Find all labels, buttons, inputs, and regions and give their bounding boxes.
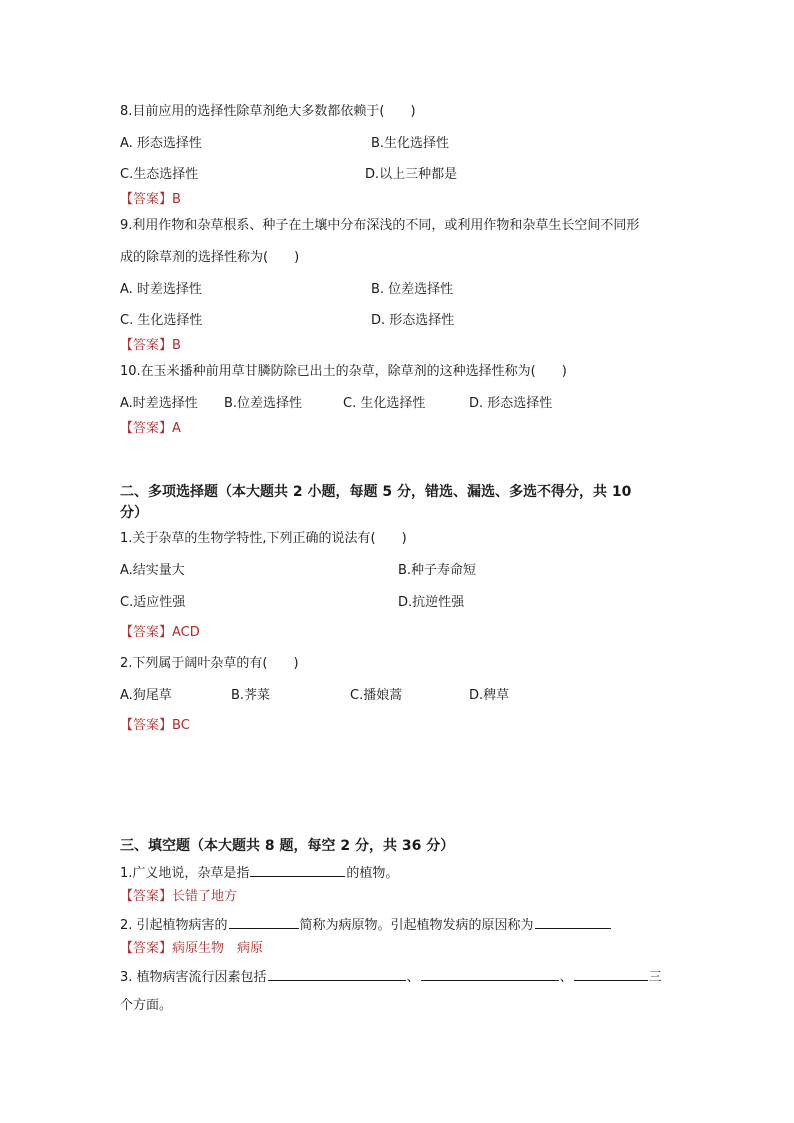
m2-option-c: C.播娘蒿 xyxy=(350,688,403,703)
q8-stem: 8.目前应用的选择性除草剂绝大多数都依赖于( ) xyxy=(120,104,416,119)
q10-option-d: D. 形态选择性 xyxy=(469,396,553,411)
section2-title: 二、多项选择题（本大题共 2 小题，每题 5 分，错选、漏选、多选不得分，共 10 xyxy=(120,484,632,500)
q8-option-b: B.生化选择性 xyxy=(371,136,450,151)
f2-blank-2 xyxy=(535,916,611,929)
m1-answer: 【答案】ACD xyxy=(120,625,200,640)
f2-stem: 2. 引起植物病害的 简称为病原物。引起植物发病的原因称为 xyxy=(120,916,612,934)
f2-blank-1 xyxy=(229,916,299,929)
f2-answer: 【答案】病原生物 病原 xyxy=(120,941,264,956)
q9-stem-line1: 9.利用作物和杂草根系、种子在土壤中分布深浅的不同，或利用作物和杂草生长空间不同形 xyxy=(120,218,640,233)
m1-option-d: D.抗逆性强 xyxy=(398,595,465,610)
m1-stem: 1.关于杂草的生物学特性,下列正确的说法有( ) xyxy=(120,531,407,546)
q8-option-c: C.生态选择性 xyxy=(120,167,199,182)
q10-answer: 【答案】A xyxy=(120,421,181,436)
m1-option-a: A.结实量大 xyxy=(120,563,185,578)
q8-answer: 【答案】B xyxy=(120,192,181,207)
q9-option-d: D. 形态选择性 xyxy=(371,313,455,328)
f1-answer: 【答案】长错了地方 xyxy=(120,889,238,904)
f1-stem: 1.广义地说，杂草是指 的植物。 xyxy=(120,866,399,881)
q9-option-b: B. 位差选择性 xyxy=(371,282,454,297)
q10-option-b: B.位差选择性 xyxy=(224,396,303,411)
m1-option-c: C.适应性强 xyxy=(120,595,186,610)
q9-stem-line2: 成的除草剂的选择性称为( ) xyxy=(120,250,300,265)
section2-title-cont: 分） xyxy=(120,505,148,521)
q8-option-a: A. 形态选择性 xyxy=(120,136,202,151)
q9-option-a: A. 时差选择性 xyxy=(120,282,202,297)
m2-stem: 2.下列属于阔叶杂草的有( ) xyxy=(120,656,299,671)
f3-blank-2 xyxy=(421,968,559,981)
q10-option-c: C. 生化选择性 xyxy=(343,396,426,411)
f3-stem: 3. 植物病害流行因素包括 、 、 三 xyxy=(120,970,662,985)
f3-blank-1 xyxy=(268,968,406,981)
m2-option-a: A.狗尾草 xyxy=(120,688,172,703)
m1-option-b: B.种子寿命短 xyxy=(398,563,477,578)
f3-stem-line2: 个方面。 xyxy=(120,998,173,1013)
q9-option-c: C. 生化选择性 xyxy=(120,313,203,328)
q10-option-a: A.时差选择性 xyxy=(120,396,198,411)
q10-stem: 10.在玉米播种前用草甘膦防除已出土的杂草，除草剂的这种选择性称为( ) xyxy=(120,364,567,379)
q8-option-d: D.以上三种都是 xyxy=(365,167,458,182)
m2-option-d: D.稗草 xyxy=(469,688,510,703)
f3-blank-3 xyxy=(574,968,648,981)
q9-answer: 【答案】B xyxy=(120,338,181,353)
section3-title: 三、填空题（本大题共 8 题，每空 2 分，共 36 分） xyxy=(120,838,455,854)
m2-answer: 【答案】BC xyxy=(120,718,190,733)
f1-blank xyxy=(250,864,345,877)
m2-option-b: B.荠菜 xyxy=(231,688,271,703)
